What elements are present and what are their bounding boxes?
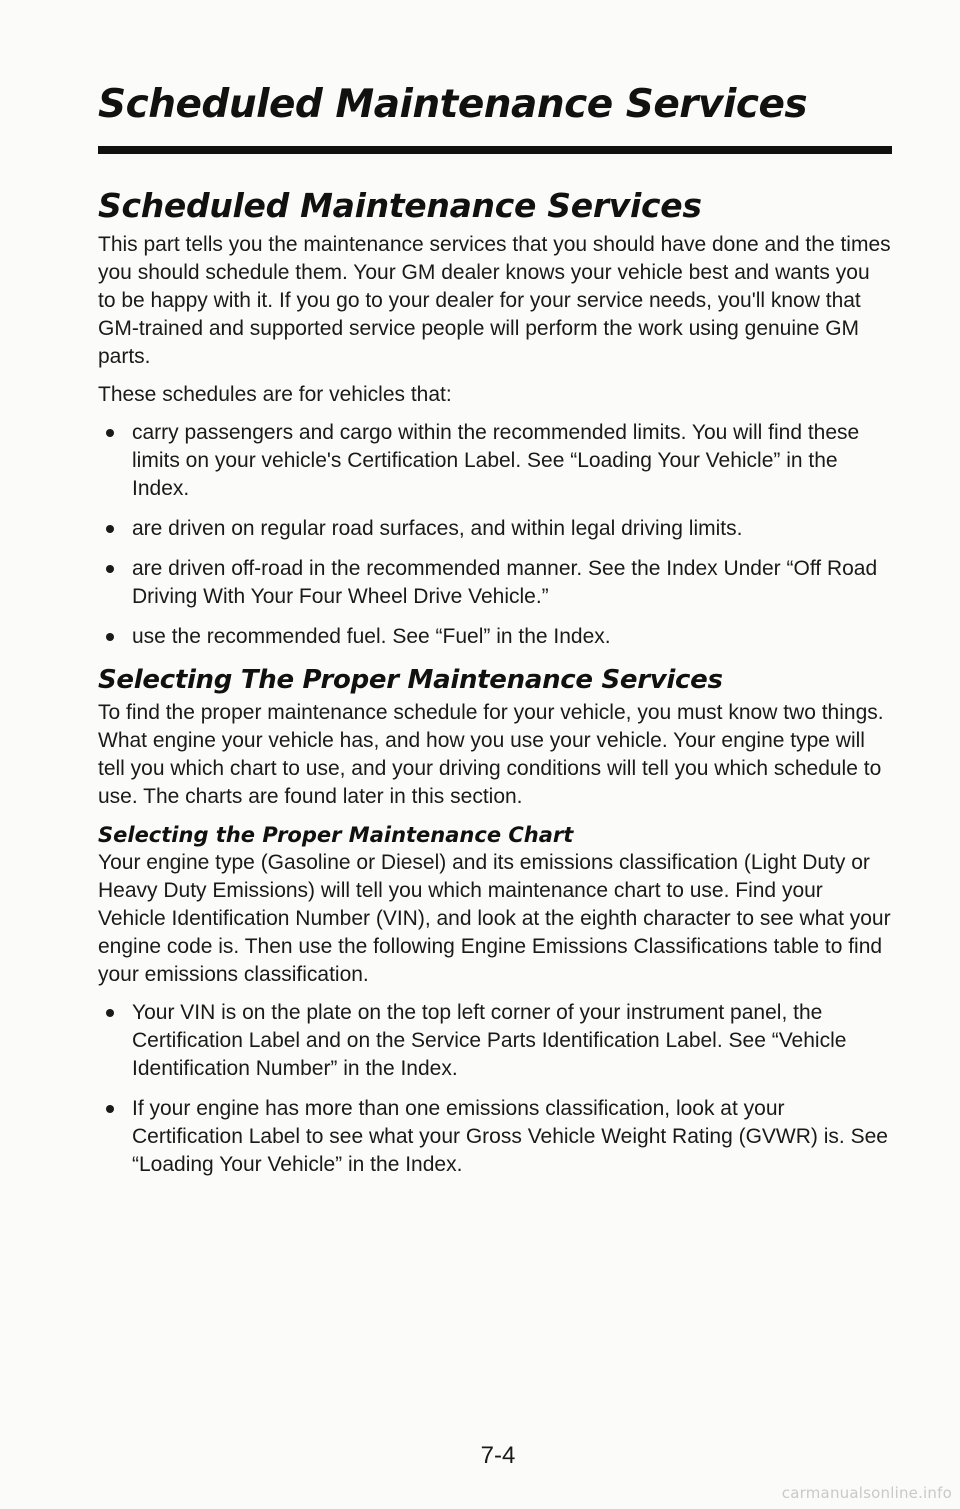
intro-paragraph-2: These schedules are for vehicles that: bbox=[98, 383, 452, 406]
list-item: Your VIN is on the plate on the top left corner of your instrument panel, the Certification Label and on the Service Parts Identification Label. See “Vehicle Identification Number” in the Index. bbox=[98, 999, 892, 1083]
vehicle-conditions-list bbox=[98, 419, 892, 651]
page-number: 7-4 bbox=[480, 1442, 516, 1469]
list-item: are driven on regular road surfaces, and within legal driving limits. bbox=[98, 515, 892, 543]
list-item: are driven off-road in the recommended manner. See the Index Under “Off Road Driving With Your Four Wheel Drive Vehicle.” bbox=[98, 555, 892, 611]
list-item: use the recommended fuel. See “Fuel” in the Index. bbox=[98, 623, 892, 651]
intro-paragraph-1: This part tells you the maintenance services that you should have done and the times you should schedule them. Your GM dealer knows your vehicle best and wants you to be happy with it. If you go to your dealer for your service needs, you'll know that GM-trained and supported service people will perform the work using genuine GM parts. bbox=[98, 233, 891, 368]
subsubsection-paragraph: Your engine type (Gasoline or Diesel) and its emissions classification (Light Duty or Heavy Duty Emissions) will tell you which maintenance chart to use. Find your Vehicle Identification Number (VIN), and look at the eighth character to see what your engine code is. Then use the following Engine Emissions Classifications table to find your emissions classification. bbox=[98, 851, 891, 986]
subsection-title: Selecting The Proper Maintenance Services bbox=[98, 665, 723, 695]
subsubsection-title: Selecting the Proper Maintenance Chart bbox=[98, 823, 574, 847]
chart-notes-list bbox=[98, 999, 892, 1179]
section-title: Scheduled Maintenance Services bbox=[98, 186, 702, 225]
watermark: carmanualsonline.info bbox=[781, 1484, 952, 1502]
running-head: Scheduled Maintenance Services bbox=[98, 82, 808, 127]
list-item: carry passengers and cargo within the recommended limits. You will find these limits on your vehicle's Certification Label. See “Loading Your Vehicle” in the Index. bbox=[98, 419, 892, 503]
list-item: If your engine has more than one emissions classification, look at your Certification Label to see what your Gross Vehicle Weight Rating (GVWR) is. See “Loading Your Vehicle” in the Index. bbox=[98, 1095, 892, 1179]
subsection-paragraph: To find the proper maintenance schedule for your vehicle, you must know two things. What engine your vehicle has, and how you use your vehicle. Your engine type will tell you which chart to use, and your driving conditions will tell you which schedule to use. The charts are found later in this section. bbox=[98, 701, 884, 808]
header-rule bbox=[98, 146, 892, 154]
page-content bbox=[98, 186, 892, 1191]
